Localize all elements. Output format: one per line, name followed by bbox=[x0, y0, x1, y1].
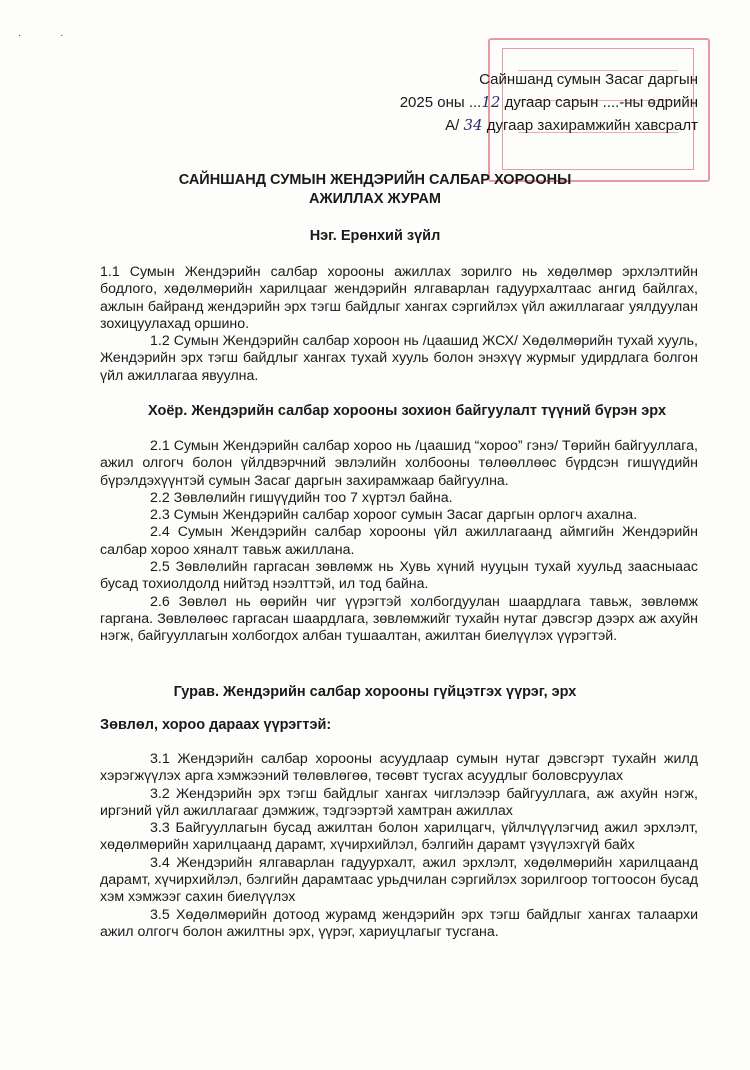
header-date-prefix: 2025 оны ... bbox=[399, 94, 482, 111]
header-date-mid: дугаар сарын bbox=[500, 94, 603, 111]
paragraph-3-1: 3.1 Жендэрийн салбар хорооны асуудлаар сумын нутаг дэвсгэрт тухайн жилд хэрэгжүүлэх арга хэмжээний төлөвлөгөө, төсөвт тусгах асуудлыг боловсруулах bbox=[100, 751, 698, 785]
header-line-1: Сайншанд сумын Засаг даргын bbox=[479, 71, 698, 88]
paragraph-2-2: 2.2 Зөвлөлийн гишүүдийн тоо 7 хүртэл байна. bbox=[150, 489, 453, 506]
paragraph-2-5: 2.5 Зөвлөлийн гаргасан зөвлөмж нь Хувь хүний нууцын тухай хуульд заасныаас бусад тохиолдолд нийтэд нээлттэй, ил тод байна. bbox=[100, 559, 698, 593]
document-title-line-1: САЙНШАНД СУМЫН ЖЕНДЭРИЙН САЛБАР ХОРООНЫ bbox=[178, 172, 572, 188]
document-title-line-2: АЖИЛЛАХ ЖУРАМ bbox=[309, 191, 441, 207]
paragraph-3-5: 3.5 Хөдөлмөрийн дотоод журамд жендэрийн эрх тэгш байдлыг хангах талаархи ажил олгогч болон ажилтны эрх, үүрэг, хариуцлагыг тусгана. bbox=[100, 906, 698, 940]
paragraph-1-2: 1.2 Сумын Жендэрийн салбар хороон нь /цаашид ЖСХ/ Хөдөлмөрийн тухай хууль, Жендэрийн эрх тэгш байдлыг хангах тухай хууль болон энэхүү журмыг удирдлага болгон үйл ажиллагаа явуулна. bbox=[100, 333, 698, 384]
section-3-subheading: Зөвлөл, хороо дараах үүрэгтэй: bbox=[100, 717, 332, 733]
header-month-handwritten: 12 bbox=[481, 93, 501, 111]
paragraph-1-1: 1.1 Сумын Жендэрийн салбар хорооны ажиллах зорилго нь хөдөлмөр эрхлэлтийн бодлого, хөдөлмөрийн харилцааг жендэрийн ялгаварлан гадуурхалтаас ангид байлгах, ажлын байранд жендэрийн эрх тэгш байдлыг хангах сэргийлэх үйл ажиллагааг уялдуулан зохицуулахад оршино. bbox=[100, 264, 698, 332]
header-order-prefix: А/ bbox=[445, 117, 460, 134]
section-2-body bbox=[100, 438, 698, 646]
approval-header bbox=[400, 68, 698, 137]
header-line-2 bbox=[400, 91, 698, 114]
header-order-suffix: дугаар захирамжийн хавсралт bbox=[482, 117, 698, 134]
section-2-heading: Хоёр. Жендэрийн салбар хорооны зохион байгуулалт түүний бүрэн эрх bbox=[148, 403, 667, 419]
header-line-3 bbox=[400, 114, 698, 137]
scan-specks: · · bbox=[18, 30, 82, 41]
section-1-heading: Нэг. Ерөнхий зүйл bbox=[309, 228, 441, 244]
paragraph-3-2: 3.2 Жендэрийн эрх тэгш байдлыг хангах чиглэлээр байгууллага, аж ахуйн нэгж, иргэний үйл ажиллагааг дэмжиж, тэдгээртэй хамтран ажиллах bbox=[100, 785, 698, 819]
section-3-heading: Гурав. Жендэрийн салбар хорооны гүйцэтгэх үүрэг, эрх bbox=[173, 684, 577, 700]
section-1-body bbox=[100, 264, 698, 385]
paragraph-2-3: 2.3 Сумын Жендэрийн салбар хороог сумын Засаг даргын орлогч ахална. bbox=[150, 507, 638, 524]
section-3-body bbox=[100, 751, 698, 941]
header-order-number-handwritten: 34 bbox=[463, 116, 483, 134]
paragraph-2-6: 2.6 Зөвлөл нь өөрийн чиг үүрэгтэй холбогдуулан шаардлага тавьж, зөвлөмж гаргана. Зөвлөлөөс гаргасан шаардлага, зөвлөмжийг тухайн нутаг дэвсгэр дээрх аж ахуйн нэгж, байгууллагын холбогдох албан тушаалтан, ажилтан биелүүлэх үүрэгтэй. bbox=[100, 593, 698, 645]
document-title bbox=[0, 171, 750, 209]
paragraph-2-4: 2.4 Сумын Жендэрийн салбар хорооны үйл ажиллагаанд аймгийн Жендэрийн салбар хороо хяналт тавьж ажиллана. bbox=[100, 524, 698, 558]
paragraph-2-1: 2.1 Сумын Жендэрийн салбар хороо нь /цаашид “хороо” гэнэ/ Төрийн байгууллага, ажил олгогч болон үйлдвэрчний эвлэлийн холбооны төлөөллөөс бүрдсэн гишүүдийн бүрэлдэхүүнтэй сумын Засаг даргын захирамжаар байгуулна. bbox=[100, 438, 698, 489]
paragraph-3-4: 3.4 Жендэрийн ялгаварлан гадуурхалт, ажил эрхлэлт, хөдөлмөрийн харилцаанд дарамт, хүчирхийлэл, бэлгийн дарамтаас урьдчилан сэргийлэх зорилгоор тогтоосон бусад хэм хэмжээг сахин биелүүлэх bbox=[100, 854, 698, 906]
header-date-suffix: ....-ны өдрийн bbox=[602, 94, 698, 111]
paragraph-3-3: 3.3 Байгууллагын бусад ажилтан болон харилцагч, үйлчлүүлэгчид ажил эрхлэлт, хөдөлмөрийн харилцаанд дарамт, хүчирхийлэл, бэлгийн дарамт үзүүлэхгүй байх bbox=[100, 820, 698, 854]
